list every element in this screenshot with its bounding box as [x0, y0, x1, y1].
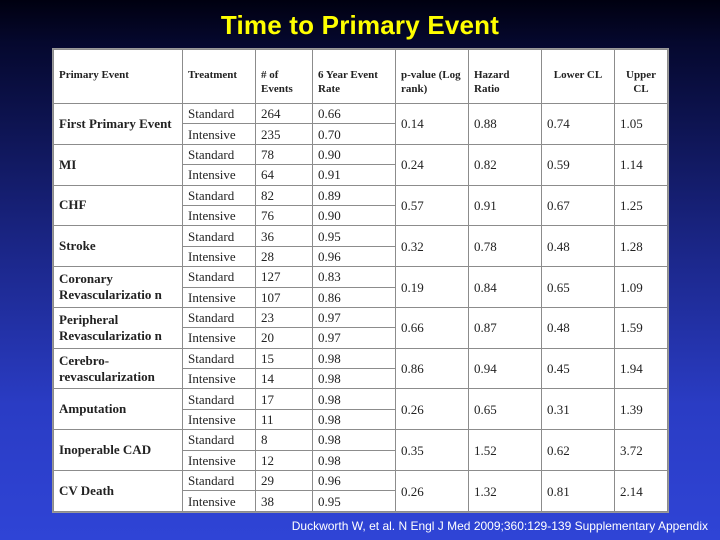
event-rate-cell: 0.98: [313, 348, 396, 368]
event-name-cell: Stroke: [54, 226, 183, 267]
slide-title: Time to Primary Event: [220, 10, 500, 40]
event-rate-cell: 0.91: [313, 165, 396, 185]
events-count-cell: 38: [256, 491, 313, 512]
events-count-cell: 14: [256, 369, 313, 389]
events-count-cell: 76: [256, 205, 313, 225]
hazard-ratio-cell: 0.87: [469, 307, 542, 348]
event-name-cell: Amputation: [54, 389, 183, 430]
event-name-cell: MI: [54, 144, 183, 185]
events-count-cell: 28: [256, 246, 313, 266]
upper-cl-cell: 1.14: [615, 144, 668, 185]
event-rate-cell: 0.96: [313, 246, 396, 266]
lower-cl-cell: 0.31: [542, 389, 615, 430]
upper-cl-cell: 1.05: [615, 104, 668, 145]
events-count-cell: 20: [256, 328, 313, 348]
table-row: [54, 226, 668, 246]
event-rate-cell: 0.90: [313, 205, 396, 225]
hazard-ratio-cell: 0.94: [469, 348, 542, 389]
pvalue-cell: 0.35: [396, 430, 469, 471]
table-row: [54, 185, 668, 205]
treatment-intensive-cell: Intensive: [183, 124, 256, 144]
upper-cl-cell: 1.28: [615, 226, 668, 267]
header-events: # of Events: [256, 50, 313, 104]
table-row: [54, 144, 668, 164]
event-rate-cell: 0.98: [313, 389, 396, 409]
event-rate-cell: 0.89: [313, 185, 396, 205]
events-count-cell: 12: [256, 450, 313, 470]
lower-cl-cell: 0.74: [542, 104, 615, 145]
table-row: [54, 471, 668, 491]
upper-cl-cell: 1.25: [615, 185, 668, 226]
events-count-cell: 36: [256, 226, 313, 246]
pvalue-cell: 0.32: [396, 226, 469, 267]
treatment-standard-cell: Standard: [183, 226, 256, 246]
treatment-intensive-cell: Intensive: [183, 450, 256, 470]
hazard-ratio-cell: 1.52: [469, 430, 542, 471]
events-count-cell: 64: [256, 165, 313, 185]
treatment-standard-cell: Standard: [183, 307, 256, 327]
event-rate-cell: 0.98: [313, 450, 396, 470]
events-count-cell: 11: [256, 409, 313, 429]
event-rate-cell: 0.95: [313, 491, 396, 512]
treatment-intensive-cell: Intensive: [183, 409, 256, 429]
hazard-ratio-cell: 0.84: [469, 267, 542, 308]
event-rate-cell: 0.97: [313, 307, 396, 327]
treatment-standard-cell: Standard: [183, 430, 256, 450]
hazard-ratio-cell: 0.78: [469, 226, 542, 267]
events-count-cell: 127: [256, 267, 313, 287]
event-name-cell: Inoperable CAD: [54, 430, 183, 471]
events-count-cell: 8: [256, 430, 313, 450]
treatment-standard-cell: Standard: [183, 348, 256, 368]
event-rate-cell: 0.90: [313, 144, 396, 164]
events-count-cell: 17: [256, 389, 313, 409]
lower-cl-cell: 0.48: [542, 226, 615, 267]
event-rate-cell: 0.83: [313, 267, 396, 287]
treatment-standard-cell: Standard: [183, 389, 256, 409]
lower-cl-cell: 0.65: [542, 267, 615, 308]
table-row: [54, 104, 668, 124]
pvalue-cell: 0.26: [396, 471, 469, 512]
events-count-cell: 264: [256, 104, 313, 124]
treatment-intensive-cell: Intensive: [183, 491, 256, 512]
pvalue-cell: 0.57: [396, 185, 469, 226]
upper-cl-cell: 3.72: [615, 430, 668, 471]
event-rate-cell: 0.98: [313, 409, 396, 429]
hazard-ratio-cell: 0.82: [469, 144, 542, 185]
upper-cl-cell: 1.09: [615, 267, 668, 308]
event-rate-cell: 0.66: [313, 104, 396, 124]
pvalue-cell: 0.19: [396, 267, 469, 308]
header-upper-cl: Upper CL: [615, 50, 668, 104]
events-count-cell: 78: [256, 144, 313, 164]
header-treatment: Treatment: [183, 50, 256, 104]
pvalue-cell: 0.24: [396, 144, 469, 185]
table-row: [54, 389, 668, 409]
header-hazard-ratio: Hazard Ratio: [469, 50, 542, 104]
pvalue-cell: 0.86: [396, 348, 469, 389]
upper-cl-cell: 1.39: [615, 389, 668, 430]
treatment-intensive-cell: Intensive: [183, 205, 256, 225]
lower-cl-cell: 0.48: [542, 307, 615, 348]
table-header-row: [54, 50, 668, 104]
hazard-ratio-cell: 0.65: [469, 389, 542, 430]
treatment-intensive-cell: Intensive: [183, 287, 256, 307]
lower-cl-cell: 0.67: [542, 185, 615, 226]
treatment-standard-cell: Standard: [183, 471, 256, 491]
pvalue-cell: 0.66: [396, 307, 469, 348]
lower-cl-cell: 0.45: [542, 348, 615, 389]
results-table-container: [52, 48, 669, 513]
events-count-cell: 235: [256, 124, 313, 144]
pvalue-cell: 0.14: [396, 104, 469, 145]
event-rate-cell: 0.70: [313, 124, 396, 144]
upper-cl-cell: 2.14: [615, 471, 668, 512]
events-count-cell: 82: [256, 185, 313, 205]
treatment-standard-cell: Standard: [183, 104, 256, 124]
event-name-cell: Coronary Revascularizatio n: [54, 267, 183, 308]
event-rate-cell: 0.86: [313, 287, 396, 307]
header-pvalue: p-value (Log rank): [396, 50, 469, 104]
treatment-intensive-cell: Intensive: [183, 369, 256, 389]
treatment-standard-cell: Standard: [183, 144, 256, 164]
lower-cl-cell: 0.59: [542, 144, 615, 185]
citation-footer: Duckworth W, et al. N Engl J Med 2009;360:129-139 Supplementary Appendix: [291, 519, 708, 533]
events-count-cell: 29: [256, 471, 313, 491]
upper-cl-cell: 1.59: [615, 307, 668, 348]
treatment-intensive-cell: Intensive: [183, 165, 256, 185]
events-count-cell: 23: [256, 307, 313, 327]
treatment-intensive-cell: Intensive: [183, 246, 256, 266]
events-count-cell: 15: [256, 348, 313, 368]
event-rate-cell: 0.97: [313, 328, 396, 348]
events-count-cell: 107: [256, 287, 313, 307]
treatment-standard-cell: Standard: [183, 185, 256, 205]
event-name-cell: Cerebro-revascularization: [54, 348, 183, 389]
treatment-standard-cell: Standard: [183, 267, 256, 287]
hazard-ratio-cell: 1.32: [469, 471, 542, 512]
event-name-cell: CV Death: [54, 471, 183, 512]
table-row: [54, 430, 668, 450]
table-row: [54, 267, 668, 287]
table-row: [54, 348, 668, 368]
event-name-cell: Peripheral Revascularizatio n: [54, 307, 183, 348]
lower-cl-cell: 0.62: [542, 430, 615, 471]
header-primary-event: Primary Event: [54, 50, 183, 104]
upper-cl-cell: 1.94: [615, 348, 668, 389]
pvalue-cell: 0.26: [396, 389, 469, 430]
event-name-cell: CHF: [54, 185, 183, 226]
event-rate-cell: 0.96: [313, 471, 396, 491]
header-event-rate: 6 Year Event Rate: [313, 50, 396, 104]
treatment-intensive-cell: Intensive: [183, 328, 256, 348]
results-table: [53, 49, 668, 512]
event-rate-cell: 0.95: [313, 226, 396, 246]
event-rate-cell: 0.98: [313, 430, 396, 450]
table-row: [54, 307, 668, 327]
hazard-ratio-cell: 0.88: [469, 104, 542, 145]
header-lower-cl: Lower CL: [542, 50, 615, 104]
event-name-cell: First Primary Event: [54, 104, 183, 145]
hazard-ratio-cell: 0.91: [469, 185, 542, 226]
lower-cl-cell: 0.81: [542, 471, 615, 512]
event-rate-cell: 0.98: [313, 369, 396, 389]
